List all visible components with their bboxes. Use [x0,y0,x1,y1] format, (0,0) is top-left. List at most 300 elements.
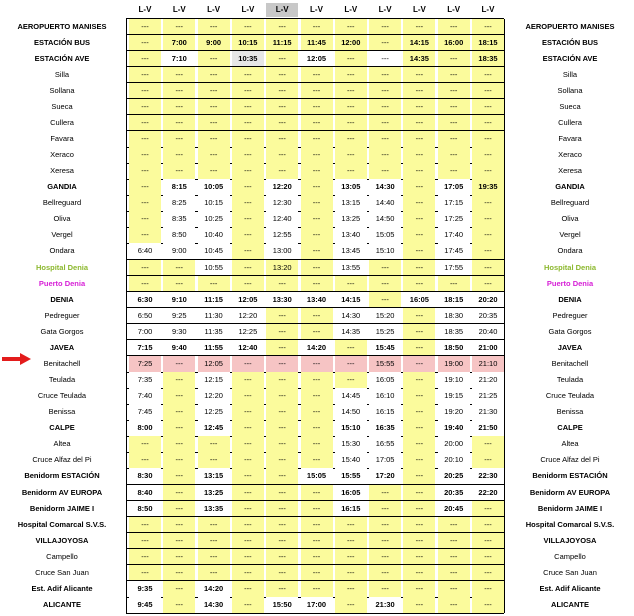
time-cell: 20:35 [472,308,504,324]
timetable-row [0,51,634,67]
stop-name-left: GANDIA [47,182,77,192]
time-cell: --- [472,452,504,468]
time-cell: 12:20 [232,308,264,324]
time-cell: 18:50 [438,340,470,356]
time-cell: 14:30 [335,308,367,324]
time-cell: --- [232,420,264,436]
stop-name-right: AEROPUERTO MANISES [525,21,615,31]
stop-name-right: Benitachell [551,358,589,368]
time-cell: --- [301,67,333,83]
time-cell: 13:40 [301,292,333,308]
stop-name-right: Bellreguard [550,198,590,208]
time-cell: 19:40 [438,420,470,436]
timetable-row [0,211,634,227]
time-cell: --- [472,243,504,259]
column-header: L-V [447,5,461,14]
time-cell: 14:30 [198,597,230,613]
stop-name-right: GANDIA [555,182,585,192]
time-cell: 7:40 [129,388,161,404]
stop-name-right: DENIA [558,294,582,304]
time-cell: --- [335,67,367,83]
timetable-row [0,420,634,436]
stop-name-left: Cruce Alfaz del Pi [32,455,92,465]
time-cell: --- [335,549,367,565]
stop-name-right: Cruce Alfaz del Pi [540,455,600,465]
time-cell: --- [472,436,504,452]
time-cell: --- [163,99,195,115]
time-cell: 18:15 [472,35,504,51]
time-cell: --- [163,147,195,163]
time-cell: 8:50 [129,501,161,517]
stop-name-left: Hospital Denia [35,262,89,272]
time-cell: --- [472,581,504,597]
time-cell: --- [232,276,264,292]
time-cell: 16:10 [369,388,401,404]
time-cell: 13:15 [335,195,367,211]
time-cell: 8:00 [129,420,161,436]
time-cell: --- [232,147,264,163]
time-cell: 15:05 [369,227,401,243]
time-cell: --- [266,533,298,549]
time-cell: 9:35 [129,581,161,597]
time-cell: --- [369,276,401,292]
time-cell: --- [403,468,435,484]
time-cell: 11:15 [266,35,298,51]
time-cell: 15:30 [335,436,367,452]
time-cell: 19:20 [438,404,470,420]
table-side-border [504,19,505,614]
stop-name-left: Oliva [53,214,71,224]
time-cell: --- [438,549,470,565]
time-cell: --- [301,436,333,452]
time-cell: 12:20 [266,179,298,195]
time-cell: --- [198,19,230,35]
column-header: L-V [266,3,298,17]
time-cell: --- [301,195,333,211]
time-cell: 13:30 [266,292,298,308]
time-cell: 14:50 [335,404,367,420]
time-cell: 8:15 [163,179,195,195]
header-row [0,3,634,17]
time-cell: 13:00 [266,243,298,259]
time-cell: --- [301,99,333,115]
column-header: L-V [172,5,186,14]
time-cell: --- [129,179,161,195]
timetable-row [0,436,634,452]
time-cell: --- [266,131,298,147]
time-cell: --- [472,99,504,115]
time-cell: --- [472,517,504,533]
stop-name-right: Altea [561,439,579,449]
time-cell: --- [163,501,195,517]
timetable-row [0,533,634,549]
time-cell: 7:45 [129,404,161,420]
stop-name-left: Silla [54,69,70,79]
time-cell: 16:05 [335,485,367,501]
time-cell: 7:00 [129,324,161,340]
time-cell: --- [129,131,161,147]
timetable-row [0,99,634,115]
time-cell: --- [266,517,298,533]
time-cell: --- [129,211,161,227]
time-cell: --- [198,51,230,67]
timetable-row [0,468,634,484]
stop-name-left: Ondara [49,246,75,256]
time-cell: --- [472,131,504,147]
timetable-row [0,243,634,259]
time-cell: 9:45 [129,597,161,613]
time-cell: 9:25 [163,308,195,324]
time-cell: --- [163,356,195,372]
time-cell: 21:30 [369,597,401,613]
time-cell: --- [163,67,195,83]
time-cell: 8:40 [129,485,161,501]
time-cell: 12:15 [198,372,230,388]
time-cell: --- [472,19,504,35]
time-cell: --- [438,51,470,67]
time-cell: --- [335,19,367,35]
time-cell: --- [129,436,161,452]
time-cell: --- [301,565,333,581]
time-cell: 21:10 [472,356,504,372]
time-cell: --- [438,131,470,147]
time-cell: --- [403,19,435,35]
time-cell: --- [403,549,435,565]
time-cell: 17:45 [438,243,470,259]
time-cell: 9:00 [163,243,195,259]
time-cell: --- [198,131,230,147]
time-cell: --- [266,420,298,436]
stop-name-right: Benidorm JAIME I [537,503,603,513]
timetable-row [0,260,634,276]
time-cell: --- [369,533,401,549]
time-cell: 9:10 [163,292,195,308]
time-cell: --- [266,324,298,340]
time-cell: --- [163,549,195,565]
time-cell: 12:45 [198,420,230,436]
time-cell: --- [301,211,333,227]
timetable-row [0,163,634,179]
right-arrow-icon [2,352,32,366]
stop-name-left: Benidorm ESTACIÓN [24,471,100,481]
time-cell: 15:10 [369,243,401,259]
stop-name-left: JAVEA [49,342,75,352]
time-cell: --- [266,565,298,581]
time-cell: --- [403,308,435,324]
time-cell: --- [301,260,333,276]
time-cell: 12:40 [232,340,264,356]
time-cell: --- [198,517,230,533]
time-cell: --- [403,179,435,195]
time-cell: 8:50 [163,227,195,243]
time-cell: --- [163,115,195,131]
time-cell: 15:45 [369,340,401,356]
time-cell: --- [198,67,230,83]
time-cell: 16:15 [335,501,367,517]
time-cell: --- [369,163,401,179]
time-cell: --- [403,372,435,388]
stop-name-left: Gata Gorgos [40,326,84,336]
time-cell: --- [472,227,504,243]
time-cell: --- [369,565,401,581]
stop-name-right: Favara [558,133,582,143]
time-cell: 15:55 [335,468,367,484]
time-cell: --- [232,597,264,613]
stop-name-left: Teulada [48,375,76,385]
time-cell: --- [403,227,435,243]
time-cell: --- [403,517,435,533]
column-header: L-V [378,5,392,14]
time-cell: --- [472,147,504,163]
time-cell: --- [403,131,435,147]
timetable-row [0,131,634,147]
time-cell: --- [403,276,435,292]
time-cell: --- [438,115,470,131]
time-cell: 17:40 [438,227,470,243]
time-cell: 10:05 [198,179,230,195]
time-cell: --- [301,115,333,131]
stop-name-right: Cruce Teulada [545,391,595,401]
time-cell: --- [129,163,161,179]
time-cell: --- [301,324,333,340]
time-cell: 15:55 [369,356,401,372]
time-cell: 12:40 [266,211,298,227]
time-cell: --- [403,67,435,83]
time-cell: 10:25 [198,211,230,227]
time-cell: 16:00 [438,35,470,51]
time-cell: --- [232,533,264,549]
time-cell: 12:30 [266,195,298,211]
timetable-row [0,597,634,613]
time-cell: --- [438,533,470,549]
time-cell: --- [232,260,264,276]
time-cell: 21:50 [472,420,504,436]
timetable-row [0,372,634,388]
timetable-row [0,388,634,404]
time-cell: 14:20 [198,581,230,597]
time-cell: --- [301,147,333,163]
time-cell: 10:35 [232,51,264,67]
time-cell: 10:55 [198,260,230,276]
time-cell: --- [301,452,333,468]
time-cell: --- [403,83,435,99]
time-cell: 16:55 [369,436,401,452]
time-cell: --- [163,565,195,581]
time-cell: --- [232,517,264,533]
stop-name-right: Vergel [559,230,581,240]
column-header: L-V [481,5,495,14]
time-cell: --- [403,163,435,179]
timetable-row [0,19,634,35]
time-cell: --- [472,163,504,179]
time-cell: --- [301,485,333,501]
time-cell: --- [232,163,264,179]
time-cell: 12:05 [198,356,230,372]
time-cell: --- [301,19,333,35]
stop-name-right: JAVEA [557,342,583,352]
time-cell: --- [403,404,435,420]
stop-name-right: ESTACIÓN BUS [541,37,599,47]
time-cell: --- [438,163,470,179]
time-cell: 15:50 [266,597,298,613]
time-cell: --- [403,243,435,259]
stop-name-right: Campello [554,551,586,561]
stop-name-right: Benidorm AV EUROPA [529,487,611,497]
stop-name-left: ESTACIÓN AVE [34,53,90,63]
time-cell: --- [163,372,195,388]
time-cell: 17:25 [438,211,470,227]
time-cell: --- [301,131,333,147]
time-cell: 14:45 [335,388,367,404]
time-cell: 15:10 [335,420,367,436]
time-cell: --- [301,83,333,99]
stop-name-right: ALICANTE [551,600,589,610]
time-cell: --- [198,276,230,292]
time-cell: 18:30 [438,308,470,324]
time-cell: --- [266,19,298,35]
time-cell: --- [129,517,161,533]
time-cell: --- [301,308,333,324]
time-cell: --- [403,195,435,211]
timetable-row [0,276,634,292]
stop-name-left: Altea [53,439,71,449]
time-cell: 18:35 [472,51,504,67]
time-cell: --- [369,99,401,115]
stop-name-left: ALICANTE [43,600,81,610]
time-cell: --- [266,308,298,324]
stop-name-left: Cullera [50,117,74,127]
time-cell: 13:20 [266,260,298,276]
time-cell: --- [301,276,333,292]
time-cell: 19:15 [438,388,470,404]
time-cell: --- [403,533,435,549]
time-cell: 11:55 [198,340,230,356]
stop-name-right: Silla [562,69,578,79]
time-cell: 12:25 [232,324,264,340]
time-cell: --- [129,19,161,35]
time-cell: --- [266,549,298,565]
column-header: L-V [310,5,323,14]
time-cell: --- [163,83,195,99]
time-cell: 14:50 [369,211,401,227]
time-cell: --- [129,260,161,276]
time-cell: --- [472,549,504,565]
time-cell: --- [335,99,367,115]
time-cell: --- [163,388,195,404]
timetable-row [0,35,634,51]
stop-name-left: Sollana [49,85,75,95]
time-cell: 17:00 [301,597,333,613]
time-cell: --- [438,517,470,533]
time-cell: 17:05 [369,452,401,468]
column-header: L-V [241,5,255,14]
time-cell: --- [335,581,367,597]
time-cell: --- [129,276,161,292]
time-cell: 12:05 [232,292,264,308]
time-cell: --- [232,404,264,420]
time-cell: --- [232,452,264,468]
time-cell: --- [335,517,367,533]
time-cell: --- [266,147,298,163]
stop-name-right: Benidorm ESTACIÓN [532,471,608,481]
time-cell: 20:45 [438,501,470,517]
time-cell: --- [369,67,401,83]
stop-name-right: Pedreguer [552,310,588,320]
column-header: L-V [412,5,426,14]
time-cell: --- [198,452,230,468]
stop-name-right: Hospital Comarcal S.V.S. [525,519,615,529]
time-cell: --- [232,501,264,517]
time-cell: --- [266,388,298,404]
stop-name-left: ESTACIÓN BUS [33,37,91,47]
time-cell: --- [403,115,435,131]
time-cell: 7:10 [163,51,195,67]
timetable-row [0,501,634,517]
time-cell: --- [198,99,230,115]
time-cell: --- [232,83,264,99]
time-cell: --- [403,99,435,115]
time-cell: 19:00 [438,356,470,372]
time-cell: 9:00 [198,35,230,51]
time-cell: --- [369,115,401,131]
time-cell: 22:30 [472,468,504,484]
time-cell: --- [403,388,435,404]
time-cell: 18:15 [438,292,470,308]
time-cell: --- [266,468,298,484]
column-header: L-V [138,5,152,14]
stop-name-left: Est. Adif Alicante [31,583,93,593]
time-cell: --- [163,163,195,179]
stop-name-right: Sueca [559,101,581,111]
time-cell: --- [335,147,367,163]
time-cell: --- [163,597,195,613]
time-cell: --- [403,436,435,452]
time-cell: --- [438,565,470,581]
time-cell: --- [266,67,298,83]
time-cell: --- [198,436,230,452]
time-cell: --- [163,533,195,549]
time-cell: --- [438,276,470,292]
time-cell: --- [266,501,298,517]
stop-name-right: Benissa [556,407,584,417]
time-cell: 15:05 [301,468,333,484]
time-cell: 9:40 [163,340,195,356]
time-cell: --- [335,533,367,549]
time-cell: 7:35 [129,372,161,388]
time-cell: 7:00 [163,35,195,51]
time-cell: --- [266,83,298,99]
time-cell: --- [266,581,298,597]
time-cell: --- [301,517,333,533]
time-cell: --- [472,533,504,549]
time-cell: 19:35 [472,179,504,195]
time-cell: --- [369,581,401,597]
time-cell: --- [369,485,401,501]
time-cell: --- [369,19,401,35]
time-cell: --- [198,549,230,565]
time-cell: --- [472,565,504,581]
time-cell: 12:05 [301,51,333,67]
column-header: L-V [344,5,358,14]
time-cell: 8:30 [129,468,161,484]
time-cell: 11:45 [301,35,333,51]
timetable-row [0,179,634,195]
time-cell: --- [163,19,195,35]
time-cell: --- [301,404,333,420]
time-cell: --- [301,372,333,388]
time-cell: 15:20 [369,308,401,324]
time-cell: --- [163,436,195,452]
